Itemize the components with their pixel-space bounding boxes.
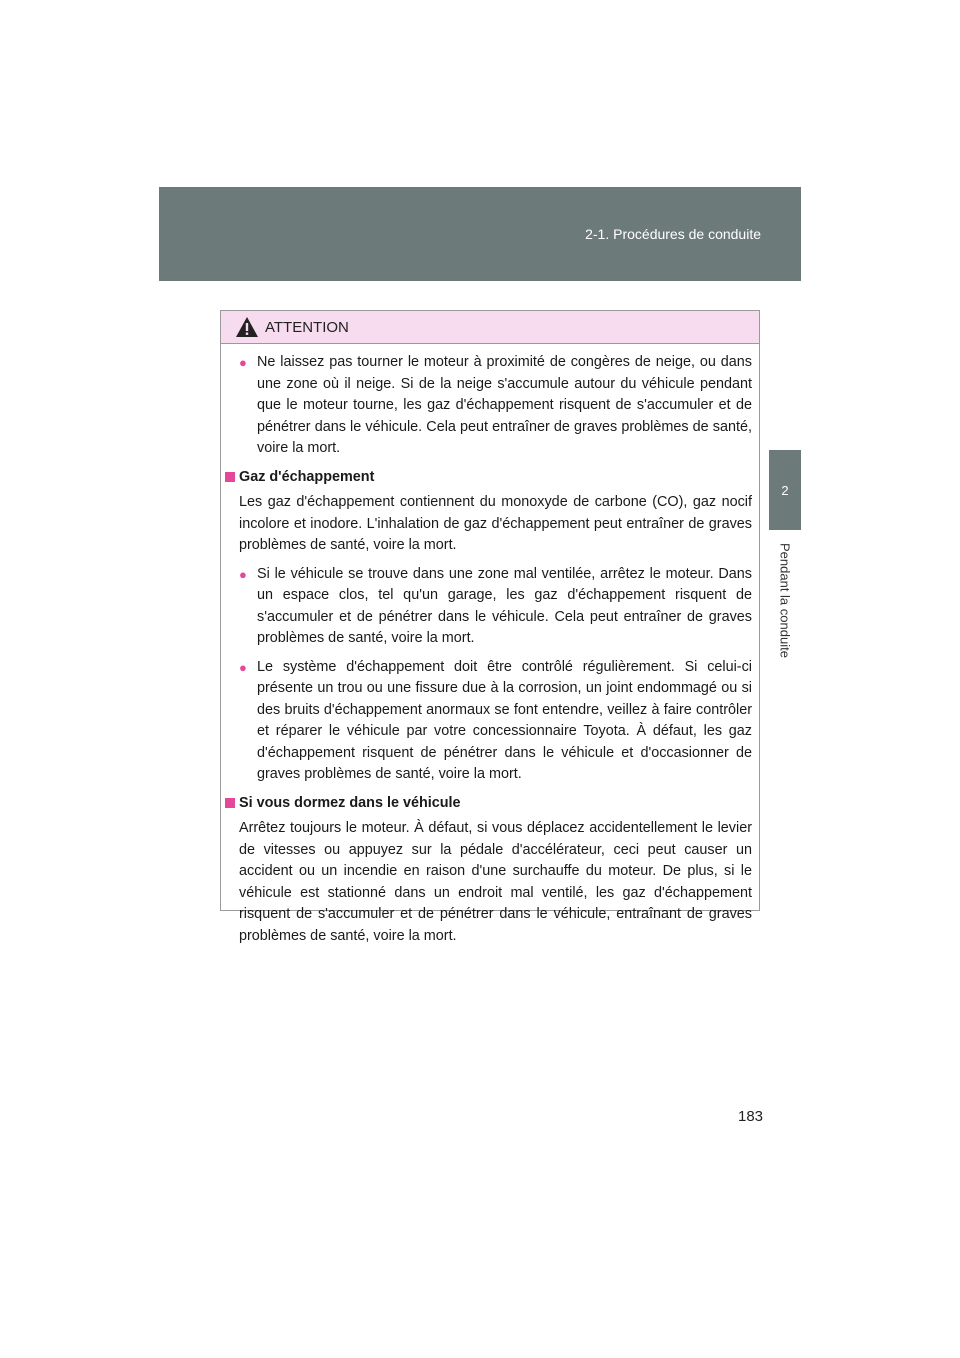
warning-box [220,310,760,944]
section-heading-sleeping: Si vous dormez dans le véhicule [227,793,752,815]
square-bullet-icon [225,472,235,482]
exhaust-bullet-1 [239,564,752,650]
page-number: 183 [738,1108,764,1125]
section-paragraph-exhaust: Les gaz d'échappement contiennent du monoxyde de carbone (CO), gaz nocif incolore et inodore. L'inhalation de gaz d'échappement peut entraîner de graves problèmes de santé, voire la mort. [239,494,752,553]
bullet-text: Si le véhicule se trouve dans une zone mal ventilée, arrêtez le moteur. Dans un espace clos, tel qu'un garage, les gaz d'échappement risquent de s'accumuler et de pénétrer dans le véhicule. Cela peut entraîner de graves problèmes de santé, voire la mort. [257,565,752,646]
warning-body [221,344,759,947]
warning-header [221,311,759,344]
section-paragraph-sleeping: Arrêtez toujours le moteur. À défaut, si vous déplacez accidentellement le levier de vitesses ou appuyez sur la pédale d'accélérateur, ceci peut causer un accident ou un incendie en raison d'une surchauffe du moteur. De plus, si le véhicule est stationné dans un endroit mal ventilé, les gaz d'échappement risquent de s'accumuler et de pénétrer dans le véhicule, entraînant de graves problèmes de santé, voire la mort. [239,820,752,944]
side-tab-number: 2 [769,450,801,530]
warning-intro-bullet [239,352,752,460]
circle-bullet-icon: ● [239,659,247,675]
warning-title: ATTENTION [265,318,349,336]
chapter-title: 2-1. Procédures de conduite [585,226,761,242]
side-tab-label: Pendant la conduite [777,543,793,658]
section-heading-exhaust: Gaz d'échappement [227,467,752,489]
bullet-text: Le système d'échappement doit être contrôlé régulièrement. Si celui-ci présente un trou ou une fissure due à la corrosion, un joint endommagé ou si des bruits d'échappement anormaux se font entendre, veillez à faire contrôler et réparer le véhicule par votre concessionnaire Toyota. À défaut, les gaz d'échappement risquent de pénétrer dans le véhicule et d'occasionner de graves problèmes de santé, voire la mort. [257,658,752,782]
exhaust-bullet-2 [239,657,752,786]
warning-triangle-icon [235,316,259,338]
circle-bullet-icon: ● [239,566,247,582]
square-bullet-icon [225,798,235,808]
chapter-header-band [159,187,801,281]
bullet-text: Ne laissez pas tourner le moteur à proximité de congères de neige, ou dans une zone où il neige. Si de la neige s'accumule autour du véhicule pendant que le moteur tourne, les gaz d'échappement risquent de s'accumuler et de pénétrer dans le véhicule. Cela peut entraîner de graves problèmes de santé, voire la mort. [257,354,752,456]
circle-bullet-icon: ● [239,355,247,370]
